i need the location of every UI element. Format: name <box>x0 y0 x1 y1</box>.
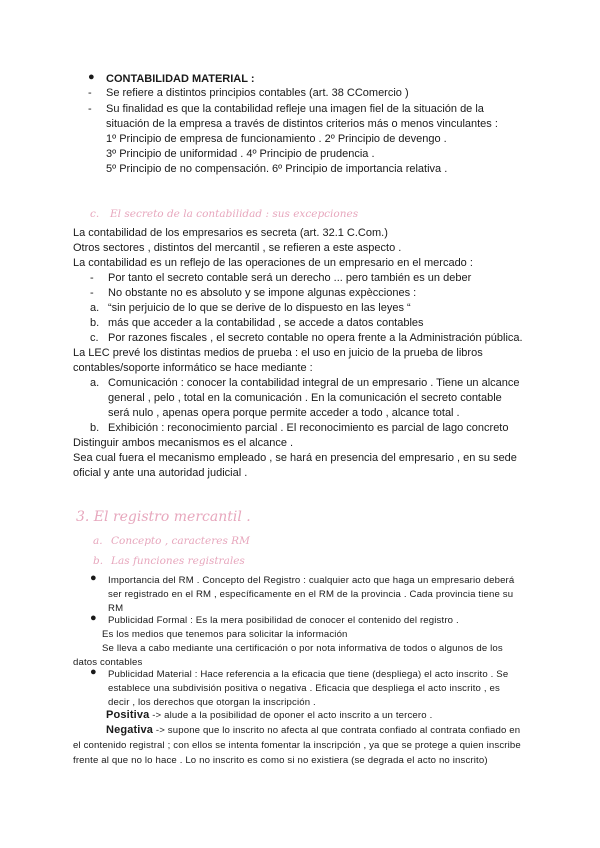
importancia-line: Importancia del RM . Concepto del Registro : cualquier acto que haga un empresario deberá <box>108 575 515 586</box>
list-marker: b. <box>90 422 100 434</box>
list-marker: b. <box>90 317 100 329</box>
medio-line: general , pelo , total en la comunicación . En la comunicación el secreto contable <box>108 392 502 404</box>
principles-line: 5º Principio de no compensación. 6º Principio de importancia relativa . <box>106 163 448 175</box>
bullet-dot: ● <box>88 71 95 83</box>
paragraph-line: Otros sectores , distintos del mercantil , se refieren a este aspecto . <box>73 242 402 254</box>
lettered-item: Por razones fiscales , el secreto contable no opera frente a la Administración pública. <box>108 332 523 344</box>
bullet-dot: ● <box>90 666 97 678</box>
list-marker: a. <box>90 302 100 314</box>
publicidad-formal: Publicidad Formal : Es la mera posibilidad de conocer el contenido del registro . <box>108 615 459 626</box>
paragraph-line: Sea cual fuera el mecanismo empleado , se hará en presencia del empresario , en su sede <box>73 452 517 464</box>
negativa-label: Negativa <box>106 724 154 736</box>
principles-line: 3º Principio de uniformidad . 4º Principio de prudencia . <box>106 148 375 160</box>
importancia-line: ser registrado en el RM , específicamente en el RM de la provincia . Cada provincia tiene su <box>108 589 514 600</box>
section-heading-material: CONTABILIDAD MATERIAL : <box>106 73 255 85</box>
material-item: Su finalidad es que la contabilidad refleje una imagen fiel de la situación de la <box>106 103 484 115</box>
section-title-registro: 3. El registro mercantil . <box>76 509 251 525</box>
dash-marker: - <box>90 287 94 299</box>
subsection-marker: a. <box>93 535 103 547</box>
dash-marker: - <box>88 103 92 115</box>
subsection-title: Las funciones registrales <box>111 555 245 567</box>
lettered-item: más que acceder a la contabilidad , se accede a datos contables <box>108 317 424 329</box>
principles-line: 1º Principio de empresa de funcionamiento . 2º Principio de devengo . <box>106 133 447 145</box>
dash-marker: - <box>88 87 92 99</box>
negativa-cont: frente al que no lo hace . Lo no inscrito es como si no existiera (se degrada el acto no inscrito) <box>73 755 488 766</box>
medio-line: Comunicación : conocer la contabilidad integral de un empresario . Tiene un alcance <box>108 377 520 389</box>
medios-line: Es los medios que tenemos para solicitar la información <box>102 629 348 640</box>
material-line: Publicidad Material : Hace referencia a la eficacia que tiene (despliega) el acto inscrito . Se <box>108 669 509 680</box>
lettered-item: “sin perjuicio de lo que se derive de lo dispuesto en las leyes “ <box>108 302 411 314</box>
material-item: situación de la empresa a través de distintos criterios más o menos vinculantes : <box>106 118 498 130</box>
paragraph-line: contables/soporte informático se hace mediante : <box>73 362 313 374</box>
dash-item: No obstante no es absoluto y se impone algunas expècciones : <box>108 287 417 299</box>
paragraph-line: La LEC prevé los distintas medios de prueba : el uso en juicio de la prueba de libros <box>73 347 483 359</box>
paragraph-line: La contabilidad de los empresarios es secreta (art. 32.1 C.Com.) <box>73 227 388 239</box>
bullet-dot: ● <box>90 572 97 584</box>
importancia-line: RM <box>108 603 124 614</box>
dash-item: Por tanto el secreto contable será un derecho ... pero también es un deber <box>108 272 472 284</box>
paragraph-line: La contabilidad es un reflejo de las operaciones de un empresario en el mercado : <box>73 257 473 269</box>
subsection-title: Concepto , caracteres RM <box>111 535 250 547</box>
material-item: Se refiere a distintos principios contables (art. 38 CComercio ) <box>106 87 409 99</box>
subsection-marker: c. <box>90 208 100 220</box>
material-line: establece una subdivisión positiva o negativa . Eficacia que despliega el acto inscrito , es <box>108 683 500 694</box>
material-line: decir , los derechos que otorgan la inscripción . <box>108 697 316 708</box>
negativa-text: -> supone que lo inscrito no afecta al que contrata confiado al contrata confiado en <box>153 725 521 736</box>
paragraph-line: Distinguir ambos mecanismos es el alcance . <box>73 437 294 449</box>
certificacion-line: Se lleva a cabo mediante una certificación o por nota informativa de todos o algunos de los <box>102 643 503 654</box>
medio-line: será nulo , apenas opera porque permite acceder a todo , alcance total . <box>108 407 460 419</box>
dash-marker: - <box>90 272 94 284</box>
bullet-dot: ● <box>90 612 97 624</box>
certificacion-line: datos contables <box>73 657 143 668</box>
subsection-title-secreto: El secreto de la contabilidad : sus excepciones <box>110 208 359 220</box>
medio-line: Exhibición : reconocimiento parcial . El reconocimiento es parcial de lago concreto <box>108 422 509 434</box>
list-marker: c. <box>90 332 99 344</box>
negativa-line <box>106 723 520 738</box>
positiva-label: Positiva <box>106 709 150 721</box>
negativa-cont: el contenido registral ; con ellos se intenta fomentar la inscripción , ya que se protege a quien inscribe <box>73 740 521 751</box>
positiva-text: -> alude a la posibilidad de oponer el acto inscrito a un tercero . <box>149 710 433 721</box>
positiva-line <box>106 708 432 723</box>
subsection-marker: b. <box>93 555 104 567</box>
list-marker: a. <box>90 377 100 389</box>
paragraph-line: oficial y ante una autoridad judicial . <box>73 467 248 479</box>
